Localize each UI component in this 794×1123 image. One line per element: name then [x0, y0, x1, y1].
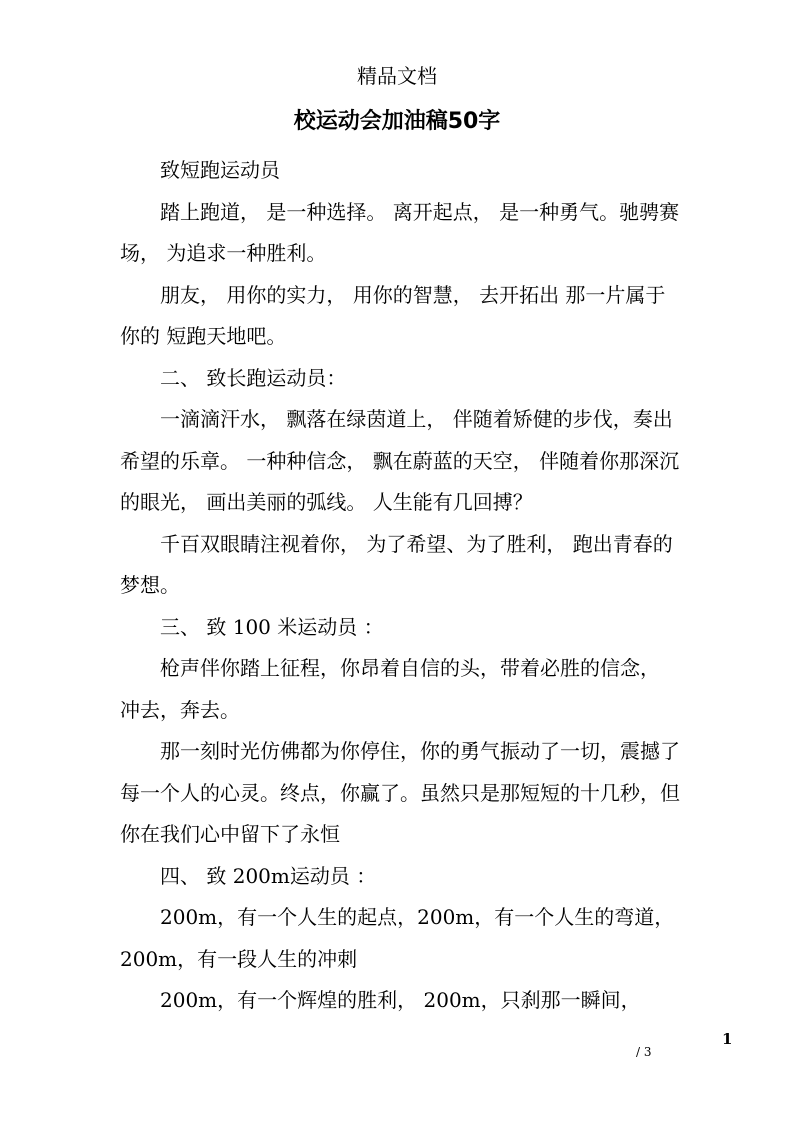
section-heading-long-distance: 二、 致长跑运动员：: [160, 365, 347, 390]
paragraph: 朋友， 用你的实力， 用你的智慧， 去开拓出 那一片属于你的 短跑天地吧。: [120, 282, 666, 348]
document-body: [120, 150, 680, 1022]
section-heading-200m: 四、 致 200m运动员 ：: [160, 863, 377, 888]
paragraph: 200m，有一个辉煌的胜利， 200m，只刹那一瞬间，: [160, 988, 641, 1012]
document-title: 校运动会加油稿50字: [293, 109, 501, 134]
page-number: 1: [722, 1030, 733, 1048]
paragraph: 枪声伴你踏上征程，你昂着自信的头，带着必胜的信念， 冲去，奔去。: [120, 656, 660, 722]
section-heading-sprint: 致短跑运动员: [160, 158, 280, 182]
section-heading-100m: 三、 致 100 米运动员 ：: [160, 614, 384, 639]
page-total: / 3: [636, 1045, 652, 1059]
paragraph: 千百双眼睛注视着你， 为了希望、为了胜利， 跑出青春的梦想。: [120, 531, 673, 597]
document-header-label: 精品文档: [357, 64, 437, 88]
paragraph: 那一刻时光仿佛都为你停住，你的勇气振动了一切，震撼了每一个人的心灵。终点，你赢了。虽然只是那短短的十几秒，但你在我们心中留下了永恒: [120, 739, 680, 846]
paragraph: 一滴滴汗水， 飘落在绿茵道上， 伴随着矫健的步伐，奏出希望的乐章。 一种种信念， 飘在蔚蓝的天空， 伴随着你那深沉的眼光， 画出美丽的弧线。 人生能有几回搏？: [120, 407, 680, 514]
paragraph: 200m，有一个人生的起点，200m，有一个人生的弯道，200m，有一段人生的冲刺: [120, 905, 675, 971]
paragraph: 踏上跑道， 是一种选择。 离开起点， 是一种勇气。驰骋赛场， 为追求一种胜利。: [120, 199, 680, 265]
